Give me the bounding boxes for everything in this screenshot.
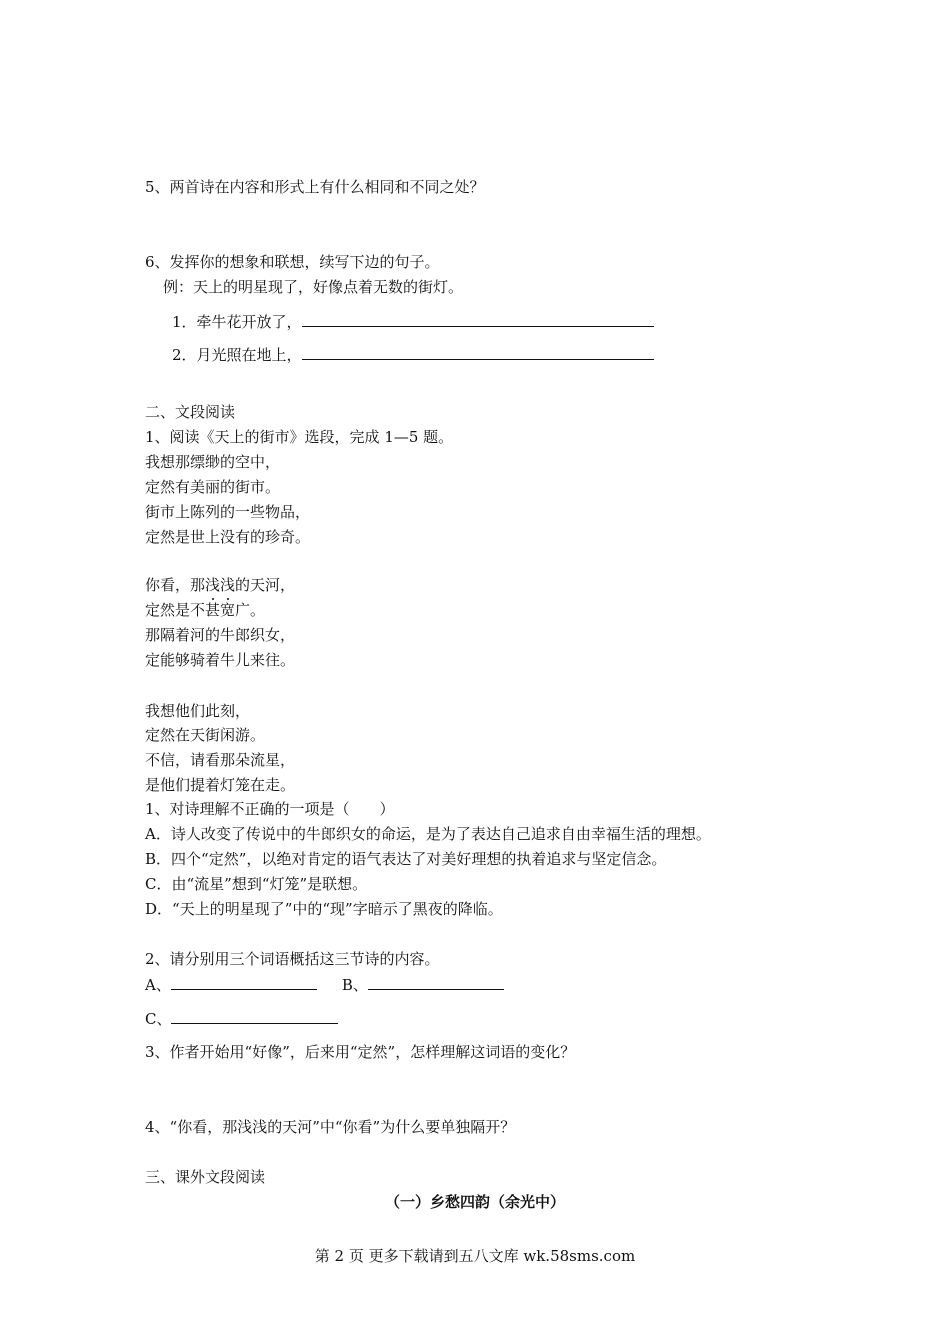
poem-text-dotted: 浅 (220, 576, 236, 594)
poem-line: 是他们提着灯笼在走。 (145, 776, 296, 794)
q2-label-b: B、 (341, 976, 368, 994)
section2-title: 二、文段阅读 (145, 403, 236, 421)
q2-blank-a[interactable] (171, 974, 317, 990)
q6-prompt: 6、发挥你的想象和联想，续写下边的句子。 (145, 253, 440, 271)
q2-stem: 2、请分别用三个词语概括这三节诗的内容。 (145, 950, 440, 968)
poem-line: 街市上陈列的一些物品， (145, 503, 311, 521)
mcq-stem: 1、对诗理解不正确的一项是（ ） (145, 800, 395, 818)
q2-label-a: A、 (145, 976, 171, 994)
poem-line: 我想那缥缈的空中， (145, 453, 281, 471)
q6-item-2 (172, 344, 654, 365)
poem-line (145, 575, 295, 595)
mcq-option-d: D．“天上的明星现了”中的“现”字暗示了黑夜的降临。 (145, 900, 503, 918)
poem-line: 那隔着河的牛郎织女， (145, 626, 296, 644)
poem-line: 我想他们此刻， (145, 702, 251, 720)
poem-text-dotted: 浅 (205, 576, 221, 594)
q2-blank-b[interactable] (368, 974, 504, 990)
mcq-option-a: A．诗人改变了传说中的牛郎织女的命运，是为了表达自己追求自由幸福生活的理想。 (145, 825, 711, 843)
poem-text: 你看，那 (145, 576, 206, 594)
q2-label-c: C、 (145, 1010, 172, 1028)
poem-text: 的天河， (235, 576, 296, 594)
q6-item-1-blank[interactable] (302, 311, 654, 327)
q6-item-2-blank[interactable] (302, 344, 654, 360)
mcq-option-b: B．四个“定然”，以绝对肯定的语气表达了对美好理想的执着追求与坚定信念。 (145, 850, 667, 868)
q6-item-1 (172, 311, 654, 332)
poem-line: 不信，请看那朵流星， (145, 751, 296, 769)
poem-line: 定然在天街闲游。 (145, 726, 266, 744)
poem-line: 定然有美丽的街市。 (145, 478, 281, 496)
q4-question: 4、“你看，那浅浅的天河”中“你看”为什么要单独隔开？ (145, 1118, 516, 1136)
q2-answer-row-c (145, 1008, 338, 1029)
poem-line: 定然是不甚宽广。 (145, 601, 266, 619)
section2-intro: 1、阅读《天上的街市》选段，完成 1—5 题。 (145, 428, 454, 446)
page-footer: 第 2 页 更多下载请到五八文库 wk.58sms.com (314, 1247, 636, 1265)
q6-item-1-label: 1．牵牛花开放了， (172, 313, 302, 331)
q6-example: 例：天上的明星现了，好像点着无数的街灯。 (163, 278, 464, 296)
q6-item-2-label: 2．月光照在地上， (172, 346, 302, 364)
q2-answer-row (145, 974, 504, 995)
poem-line: 定然是世上没有的珍奇。 (145, 528, 311, 546)
section3-title: 三、课外文段阅读 (145, 1168, 266, 1186)
q3-question: 3、作者开始用“好像”，后来用“定然”，怎样理解这词语的变化？ (145, 1043, 576, 1061)
section3-subtitle: （一）乡愁四韵（余光中） (384, 1193, 565, 1211)
mcq-option-c: C．由“流星”想到“灯笼”是联想。 (145, 875, 368, 893)
q5-question: 5、两首诗在内容和形式上有什么相同和不同之处？ (145, 178, 485, 196)
poem-line: 定能够骑着牛儿来往。 (145, 651, 296, 669)
q2-blank-c[interactable] (171, 1008, 338, 1024)
